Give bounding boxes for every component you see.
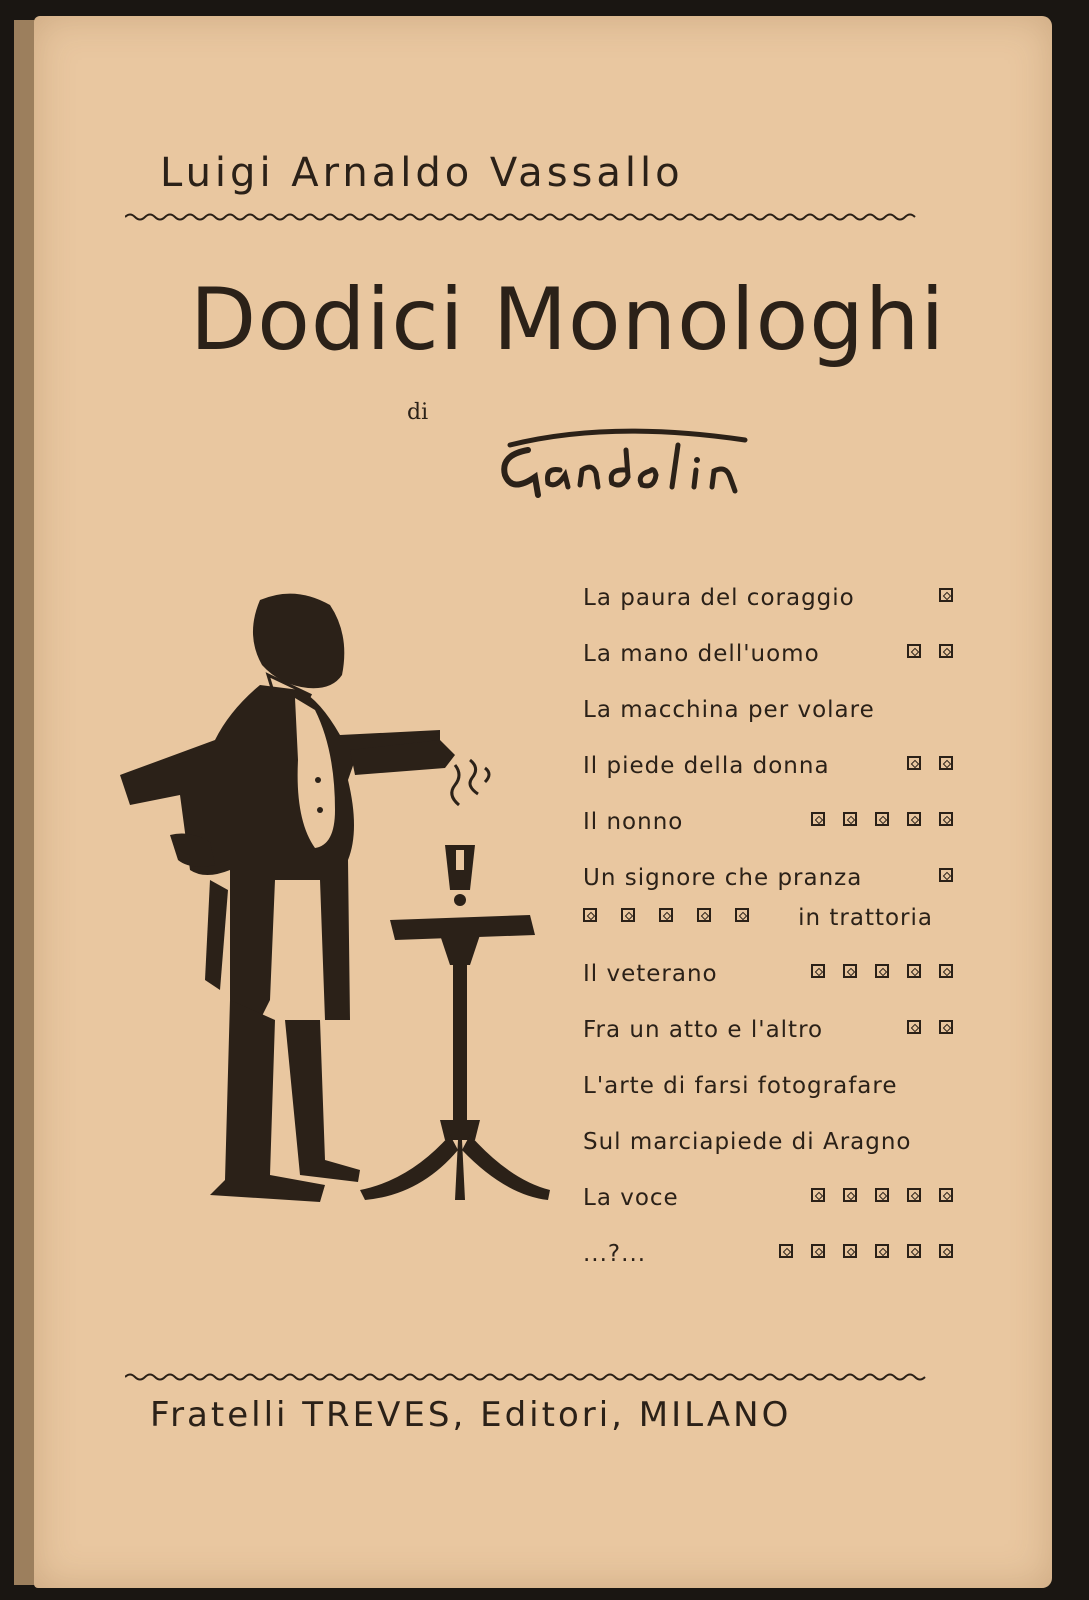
ornament-icon — [811, 812, 825, 826]
contents-entry — [583, 1185, 953, 1241]
contents-entry-title: La paura del coraggio — [583, 585, 855, 611]
book-title: Dodici Monologhi — [190, 270, 946, 370]
ornament-icon — [779, 1244, 793, 1258]
ornament-icon — [811, 964, 825, 978]
ornament-icon — [697, 908, 711, 922]
ornament-icon — [583, 908, 597, 922]
contents-entry — [583, 1241, 953, 1297]
ornament-icon — [843, 1188, 857, 1202]
contents-entry-title-continued: in trattoria — [798, 905, 933, 931]
ornament-icon — [939, 588, 953, 602]
contents-entry-title: La mano dell'uomo — [583, 641, 820, 667]
contents-entry-title: La macchina per volare — [583, 697, 875, 723]
contents-entry — [583, 697, 953, 753]
ornament-icon — [939, 812, 953, 826]
ornament-icon — [907, 964, 921, 978]
author-name: Luigi Arnaldo Vassallo — [160, 150, 684, 196]
ornament-icon — [939, 644, 953, 658]
ornament-icon — [939, 1244, 953, 1258]
ornament-icon — [843, 1244, 857, 1258]
contents-entry — [583, 809, 953, 865]
contents-entry — [583, 1129, 953, 1185]
ornament-icon — [843, 964, 857, 978]
ornament-icon — [843, 812, 857, 826]
ornament-icon — [621, 908, 635, 922]
ornament-icon — [939, 964, 953, 978]
contents-entry — [583, 865, 953, 961]
ornament-icon — [875, 1188, 889, 1202]
bottom-ornamental-rule — [125, 1372, 930, 1382]
contents-list — [583, 585, 953, 1297]
ornament-icon — [939, 1020, 953, 1034]
contents-entry-title: Il veterano — [583, 961, 718, 987]
contents-entry — [583, 585, 953, 641]
ornament-icon — [875, 812, 889, 826]
ornament-icon — [939, 756, 953, 770]
contents-entry — [583, 641, 953, 697]
contents-entry-title: Sul marciapiede di Aragno — [583, 1129, 912, 1155]
contents-entry-title: Un signore che pranza — [583, 865, 863, 891]
gandolin-signature — [490, 415, 770, 505]
ornament-icon — [907, 1188, 921, 1202]
top-ornamental-rule — [125, 212, 920, 222]
ornament-icon — [875, 1244, 889, 1258]
contents-entry-title: ...?... — [583, 1241, 647, 1267]
ornament-icon — [939, 1188, 953, 1202]
ornament-icon — [811, 1244, 825, 1258]
contents-entry-title: L'arte di farsi fotografare — [583, 1073, 898, 1099]
contents-entry-title: Il nonno — [583, 809, 684, 835]
contents-entry-title: Il piede della donna — [583, 753, 830, 779]
contents-entry — [583, 961, 953, 1017]
publisher-line: Fratelli TREVES, Editori, MILANO — [150, 1395, 792, 1435]
contents-entry-title: La voce — [583, 1185, 679, 1211]
ornament-icon — [907, 756, 921, 770]
magician-silhouette-illustration — [110, 580, 570, 1230]
ornament-icon — [907, 812, 921, 826]
ornament-icon — [875, 964, 889, 978]
ornament-icon — [939, 868, 953, 882]
ornament-icon — [811, 1188, 825, 1202]
ornament-icon — [907, 1244, 921, 1258]
ornament-icon — [659, 908, 673, 922]
contents-entry — [583, 1073, 953, 1129]
contents-entry-title: Fra un atto e l'altro — [583, 1017, 824, 1043]
by-word: di — [407, 400, 429, 425]
ornament-icon — [907, 644, 921, 658]
ornament-icon — [735, 908, 749, 922]
contents-entry — [583, 753, 953, 809]
contents-entry — [583, 1017, 953, 1073]
ornament-icon — [907, 1020, 921, 1034]
